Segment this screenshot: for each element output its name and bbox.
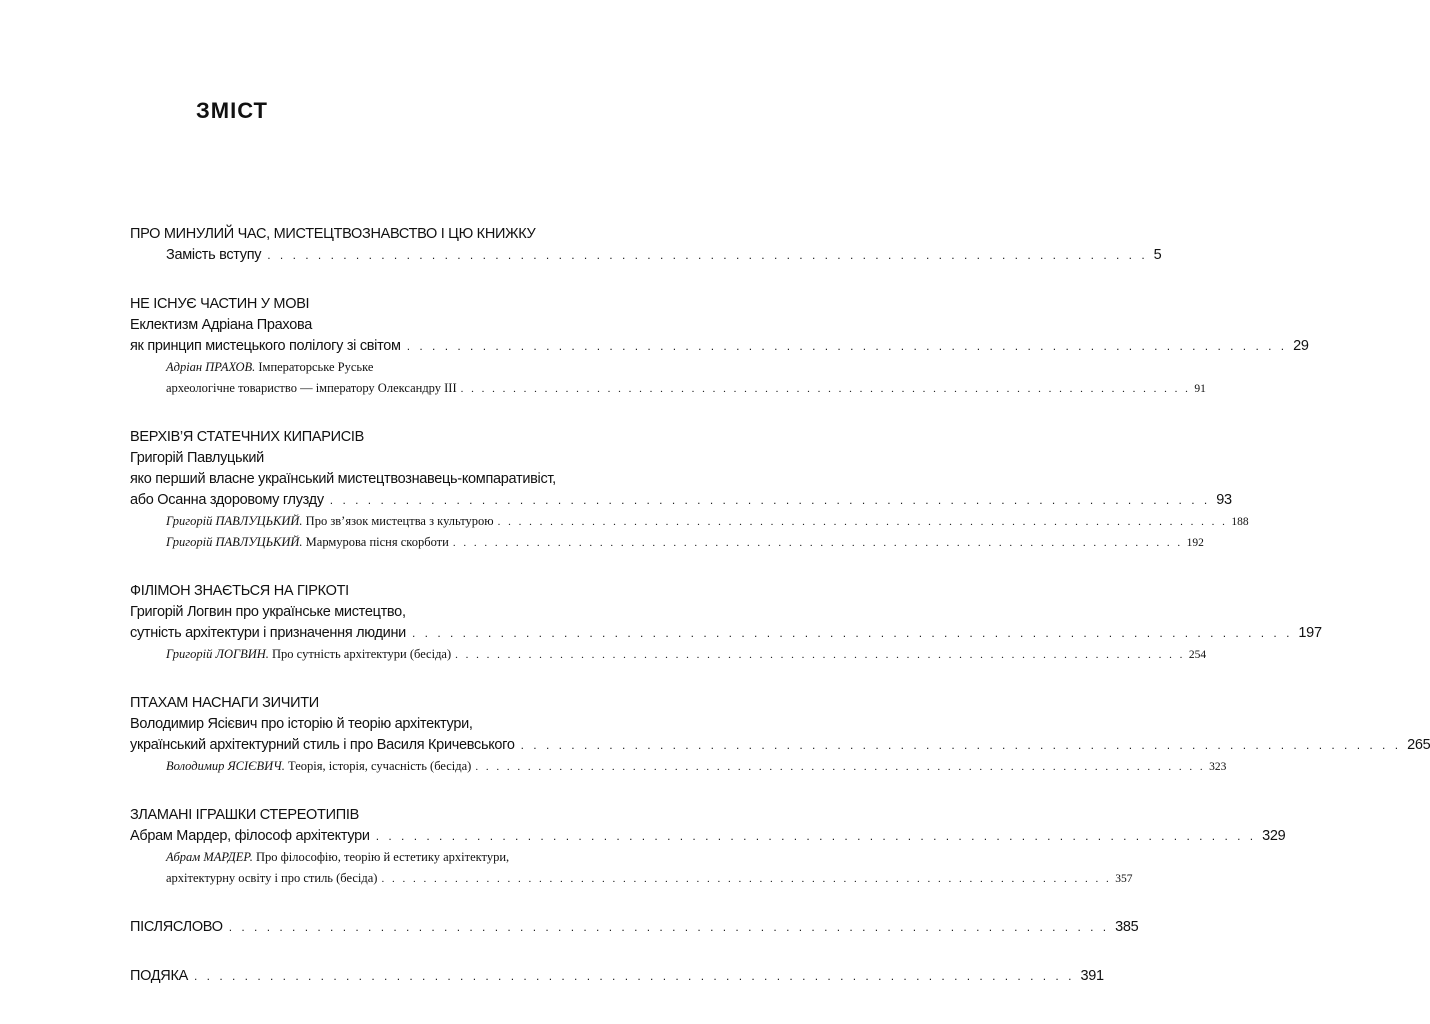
entry-title (130, 735, 515, 756)
section-subtitle-line: Григорій Павлуцький (130, 450, 264, 466)
toc-section (130, 966, 1104, 987)
dot-leader: . . . . . . . . . . . . . . . . . . . . . . . . . . . . . . . . . . . . . . . . . . . . . . . . . . . . . . . . . . . . . . . . . . . . . . (228, 920, 1110, 934)
toc-section (130, 581, 1322, 665)
page-title: ЗМІСТ (196, 98, 268, 123)
subentry-text: археологічне товариство — імператору Олександру III (166, 381, 457, 395)
entry-text: сутність архітектури і призначення людини (130, 625, 406, 641)
page-number: 197 (1298, 625, 1322, 641)
entry-text: ПІСЛЯСЛОВО (130, 919, 223, 935)
subentry-text: Про філософію, теорію й естетику архітектури, (256, 850, 510, 864)
toc-entry (130, 735, 1430, 756)
page-number: 91 (1194, 383, 1206, 395)
section-heading: ПТАХАМ НАСНАГИ ЗИЧИТИ (130, 695, 319, 711)
toc-subentry (166, 756, 1227, 777)
subentry-line (166, 847, 570, 868)
page-number: 323 (1209, 761, 1227, 773)
entry-title (166, 245, 261, 266)
subentry-line (166, 357, 570, 378)
section-heading: НЕ ІСНУЄ ЧАСТИН У МОВІ (130, 296, 310, 312)
section-subtitle-line: Володимир Ясієвич про історію й теорію архітектури, (130, 716, 473, 732)
subentry-author: Григорій ПАВЛУЦЬКИЙ. (166, 535, 303, 549)
dot-leader: . . . . . . . . . . . . . . . . . . . . . . . . . . . . . . . . . . . . . . . . . . . . . . . . . . . . . . . . . . . . . . . . . . . . . . (475, 761, 1206, 773)
entry-title (130, 623, 406, 644)
subentry-author: Адріан ПРАХОВ. (166, 360, 256, 374)
toc-section (130, 224, 1162, 266)
dot-leader: . . . . . . . . . . . . . . . . . . . . . . . . . . . . . . . . . . . . . . . . . . . . . . . . . . . . . . . . . . . . . . . . . . . . . . (329, 493, 1211, 507)
entry-text: Замість вступу (166, 247, 262, 263)
entry-text: Абрам Мардер, філософ архітектури (130, 828, 370, 844)
entry-title (166, 868, 377, 889)
dot-leader: . . . . . . . . . . . . . . . . . . . . . . . . . . . . . . . . . . . . . . . . . . . . . . . . . . . . . . . . . . . . . . . . . . . . . . (375, 829, 1257, 843)
toc-section (130, 805, 1286, 889)
toc-subentry (166, 378, 1206, 399)
page-number: 265 (1407, 737, 1430, 753)
toc-entry-acknowledgments (130, 966, 1104, 987)
entry-title (166, 644, 451, 665)
entry-title (130, 490, 324, 511)
toc-subentry (166, 644, 1207, 665)
toc-subentry (166, 532, 1204, 553)
entry-title (130, 826, 370, 847)
subentry-text: Про зв’язок мистецтва з культурою (305, 514, 494, 528)
dot-leader: . . . . . . . . . . . . . . . . . . . . . . . . . . . . . . . . . . . . . . . . . . . . . . . . . . . . . . . . . . . . . . . . . . . . . . (497, 516, 1228, 528)
toc-entry-afterword (130, 917, 1139, 938)
entry-text: ПОДЯКА (130, 968, 188, 984)
entry-title (166, 532, 449, 553)
subentry-text: Мармурова пісня скорботи (305, 535, 449, 549)
page-number: 391 (1080, 968, 1104, 984)
toc-section (130, 294, 1309, 399)
dot-leader: . . . . . . . . . . . . . . . . . . . . . . . . . . . . . . . . . . . . . . . . . . . . . . . . . . . . . . . . . . . . . . . . . . . . . . (406, 339, 1288, 353)
page-number: 192 (1186, 537, 1204, 549)
toc-entry (130, 336, 1309, 357)
toc-section (130, 917, 1139, 938)
entry-title (166, 756, 471, 777)
section-heading: ПРО МИНУЛИЙ ЧАС, МИСТЕЦТВОЗНАВСТВО І ЦЮ КНИЖКУ (130, 226, 536, 242)
dot-leader: . . . . . . . . . . . . . . . . . . . . . . . . . . . . . . . . . . . . . . . . . . . . . . . . . . . . . . . . . . . . . . . . . . . . . . (460, 383, 1191, 395)
subentry-author: Григорій ЛОГВИН. (166, 647, 269, 661)
entry-title (166, 378, 457, 399)
page-number: 385 (1115, 919, 1139, 935)
page-number: 5 (1153, 247, 1162, 263)
entry-text: або Осанна здоровому глузду (130, 492, 324, 508)
page-number: 188 (1231, 516, 1249, 528)
page-number: 357 (1115, 873, 1133, 885)
entry-text: український архітектурний стиль і про Василя Кричевського (130, 737, 515, 753)
toc-subentry (166, 511, 1249, 532)
dot-leader: . . . . . . . . . . . . . . . . . . . . . . . . . . . . . . . . . . . . . . . . . . . . . . . . . . . . . . . . . . . . . . . . . . . . . . (194, 969, 1075, 983)
toc-section (130, 693, 1430, 777)
section-subtitle-line: яко перший власне український мистецтвознавець-компаративіст, (130, 471, 556, 487)
subentry-text: Теорія, історія, сучасність (бесіда) (288, 759, 472, 773)
dot-leader: . . . . . . . . . . . . . . . . . . . . . . . . . . . . . . . . . . . . . . . . . . . . . . . . . . . . . . . . . . . . . . . . . . . . . . (411, 626, 1293, 640)
entry-title (130, 336, 401, 357)
page-number: 93 (1216, 492, 1232, 508)
subentry-text: архітектурну освіту і про стиль (бесіда) (166, 871, 378, 885)
page-number: 254 (1188, 649, 1207, 661)
section-subtitle-line: Григорій Логвин про українське мистецтво, (130, 604, 406, 620)
dot-leader: . . . . . . . . . . . . . . . . . . . . . . . . . . . . . . . . . . . . . . . . . . . . . . . . . . . . . . . . . . . . . . . . . . . . . . (520, 738, 1402, 752)
toc-entry (130, 490, 1232, 511)
subentry-text: Імператорське Руське (258, 360, 374, 374)
section-heading: ВЕРХІВ’Я СТАТЕЧНИХ КИПАРИСІВ (130, 429, 364, 445)
dot-leader: . . . . . . . . . . . . . . . . . . . . . . . . . . . . . . . . . . . . . . . . . . . . . . . . . . . . . . . . . . . . . . . . . . . . . . (452, 537, 1183, 549)
dot-leader: . . . . . . . . . . . . . . . . . . . . . . . . . . . . . . . . . . . . . . . . . . . . . . . . . . . . . . . . . . . . . . . . . . . . . . (267, 248, 1148, 262)
dot-leader: . . . . . . . . . . . . . . . . . . . . . . . . . . . . . . . . . . . . . . . . . . . . . . . . . . . . . . . . . . . . . . . . . . . . . . (381, 873, 1112, 885)
section-heading: ФІЛІМОН ЗНАЄТЬСЯ НА ГІРКОТІ (130, 583, 349, 599)
entry-title (166, 511, 494, 532)
page-number: 29 (1293, 338, 1309, 354)
toc-entry (166, 245, 1162, 266)
subentry-author: Абрам МАРДЕР. (166, 850, 253, 864)
toc-entry (130, 623, 1322, 644)
entry-title (130, 917, 223, 938)
subentry-author: Володимир ЯСІЄВИЧ. (166, 759, 285, 773)
toc-subentry (166, 868, 1133, 889)
entry-title (130, 966, 188, 987)
subentry-text: Про сутність архітектури (бесіда) (272, 647, 452, 661)
entry-text: як принцип мистецького полілогу зі світом (130, 338, 401, 354)
section-subtitle-line: Еклектизм Адріана Прахова (130, 317, 312, 333)
subentry-author: Григорій ПАВЛУЦЬКИЙ. (166, 514, 303, 528)
toc-section (130, 427, 1249, 553)
page-number: 329 (1262, 828, 1286, 844)
section-heading: ЗЛАМАНІ ІГРАШКИ СТЕРЕОТИПІВ (130, 807, 359, 823)
table-of-contents (130, 224, 1430, 987)
dot-leader: . . . . . . . . . . . . . . . . . . . . . . . . . . . . . . . . . . . . . . . . . . . . . . . . . . . . . . . . . . . . . . . . . . . . . . (455, 649, 1185, 661)
toc-entry (130, 826, 1286, 847)
